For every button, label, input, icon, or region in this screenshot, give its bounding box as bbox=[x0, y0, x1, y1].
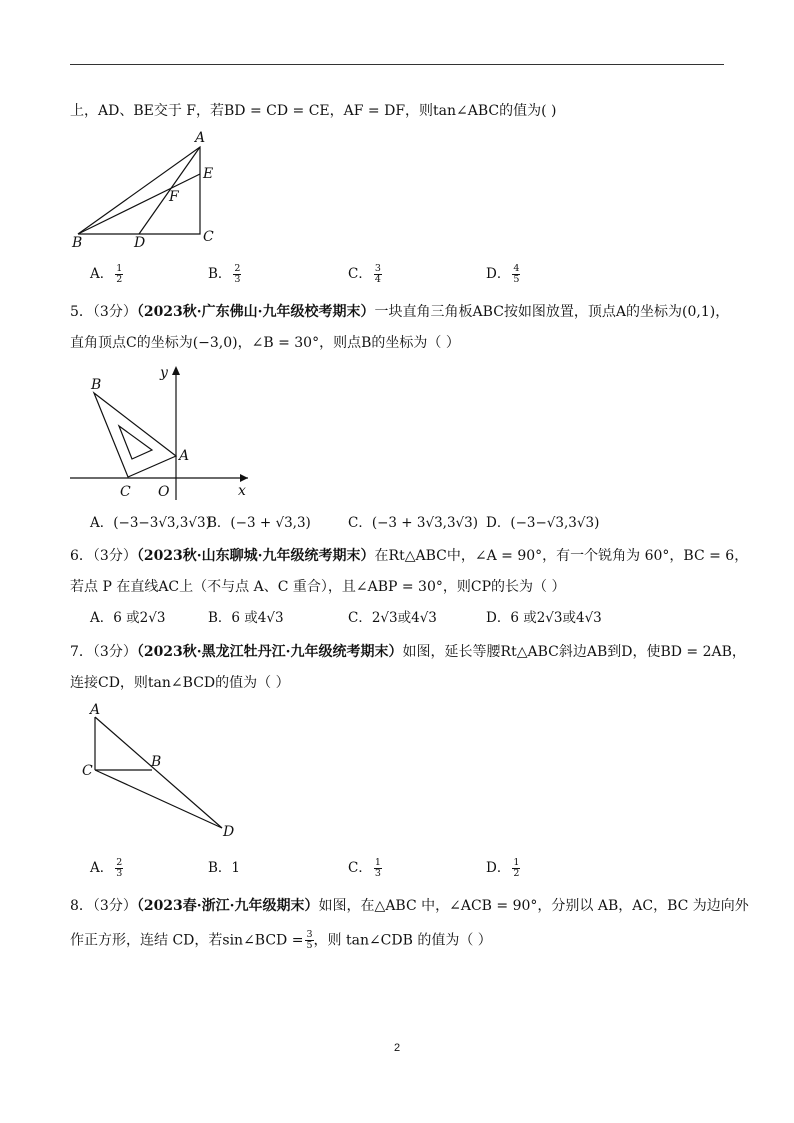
q6-stem-line1: 6．（3分）（2023秋·山东聊城·九年级统考期末）在Rt△ABC中，∠A = 90°，有一个锐角为 60°，BC = 6， bbox=[70, 548, 749, 564]
q5-option-a[interactable]: A．(−3−3√3,3√3) bbox=[90, 515, 211, 531]
q7-number: 7．（3分） bbox=[70, 644, 137, 660]
q8-stem-line2: 作正方形，连结 CD，若sin∠BCD = $\frac{3}{5}$ ，则 tan∠CDB 的值为（ ） bbox=[70, 929, 492, 951]
q7-label-B: B bbox=[151, 754, 162, 770]
q4-option-b[interactable]: B． $\frac{2}{3}$ bbox=[208, 263, 241, 285]
q4-option-a[interactable]: A． $\frac{1}{2}$ bbox=[90, 263, 123, 285]
q7-option-b[interactable]: B．1 bbox=[208, 860, 241, 876]
q5-stem-line2: 直角顶点C的坐标为(−3,0)，∠B = 30°，则点B的坐标为（ ） bbox=[70, 335, 460, 351]
q7-option-c[interactable]: C． $\frac{1}{3}$ bbox=[348, 857, 381, 879]
q8-number: 8．（3分） bbox=[70, 898, 137, 914]
q5-label-O: O bbox=[158, 484, 170, 500]
q4-option-c[interactable]: C． $\frac{3}{4}$ bbox=[348, 263, 381, 285]
q5-figure bbox=[70, 362, 260, 502]
q5-label-y: y bbox=[160, 365, 168, 381]
q4-figure bbox=[70, 130, 230, 250]
q7-label-A: A bbox=[90, 702, 101, 718]
q4-label-B: B bbox=[72, 235, 83, 251]
q5-label-A: A bbox=[179, 448, 190, 464]
q4-label-F: F bbox=[169, 189, 179, 205]
q7-source: （2023秋·黑龙江牡丹江·九年级统考期末） bbox=[136, 644, 403, 660]
q6-option-a[interactable]: A．6 或2√3 bbox=[90, 610, 166, 626]
q7-option-d[interactable]: D． $\frac{1}{2}$ bbox=[486, 857, 520, 879]
q5-source: （2023秋·广东佛山·九年级校考期末） bbox=[136, 304, 375, 320]
q6-option-b[interactable]: B．6 或4√3 bbox=[208, 610, 284, 626]
q5-stem-line1: 5．（3分）（2023秋·广东佛山·九年级校考期末）一块直角三角板ABC按如图放置，顶点A的坐标为(0,1)， bbox=[70, 304, 730, 320]
q5-number: 5．（3分） bbox=[70, 304, 137, 320]
q8-stem-line1: 8．（3分）（2023春·浙江·九年级期末）如图，在△ABC 中，∠ACB = 90°，分别以 AB，AC，BC 为边向外 bbox=[70, 898, 749, 914]
q7-figure bbox=[80, 700, 250, 840]
q7-stem-line1: 7．（3分）（2023秋·黑龙江牡丹江·九年级统考期末）如图，延长等腰Rt△ABC斜边AB到D，使BD = 2AB， bbox=[70, 644, 746, 660]
page-number: 2 bbox=[393, 1042, 401, 1054]
q5-label-C: C bbox=[120, 484, 131, 500]
q4-label-D: D bbox=[134, 235, 146, 251]
header-rule bbox=[70, 64, 724, 65]
q4-label-A: A bbox=[195, 130, 206, 146]
q6-stem-line2: 若点 P 在直线AC上（不与点 A、C 重合），且∠ABP = 30°，则CP的长为（ ） bbox=[70, 579, 566, 595]
q7-option-a[interactable]: A． $\frac{2}{3}$ bbox=[90, 857, 123, 879]
q6-option-d[interactable]: D．6 或2√3或4√3 bbox=[486, 610, 602, 626]
q5-option-c[interactable]: C．(−3 + 3√3,3√3) bbox=[348, 515, 479, 531]
q4-stem: 上，AD、BE交于 F，若BD = CD = CE，AF = DF，则tan∠ABC的值为( ) bbox=[70, 103, 557, 119]
q7-label-D: D bbox=[223, 824, 235, 840]
q5-label-B: B bbox=[91, 377, 102, 393]
q5-label-x: x bbox=[238, 483, 246, 499]
q4-label-E: E bbox=[203, 166, 214, 182]
q7-stem-line2: 连接CD，则tan∠BCD的值为（ ） bbox=[70, 675, 290, 691]
q5-option-b[interactable]: B．(−3 + √3,3) bbox=[207, 515, 311, 531]
q8-source: （2023春·浙江·九年级期末） bbox=[136, 898, 319, 914]
q5-option-d[interactable]: D．(−3−√3,3√3) bbox=[486, 515, 600, 531]
q6-source: （2023秋·山东聊城·九年级统考期末） bbox=[136, 548, 375, 564]
q4-option-d[interactable]: D． $\frac{4}{5}$ bbox=[486, 263, 520, 285]
q6-option-c[interactable]: C．2√3或4√3 bbox=[348, 610, 437, 626]
q4-label-C: C bbox=[203, 229, 214, 245]
q7-label-C: C bbox=[82, 763, 93, 779]
q6-number: 6．（3分） bbox=[70, 548, 137, 564]
